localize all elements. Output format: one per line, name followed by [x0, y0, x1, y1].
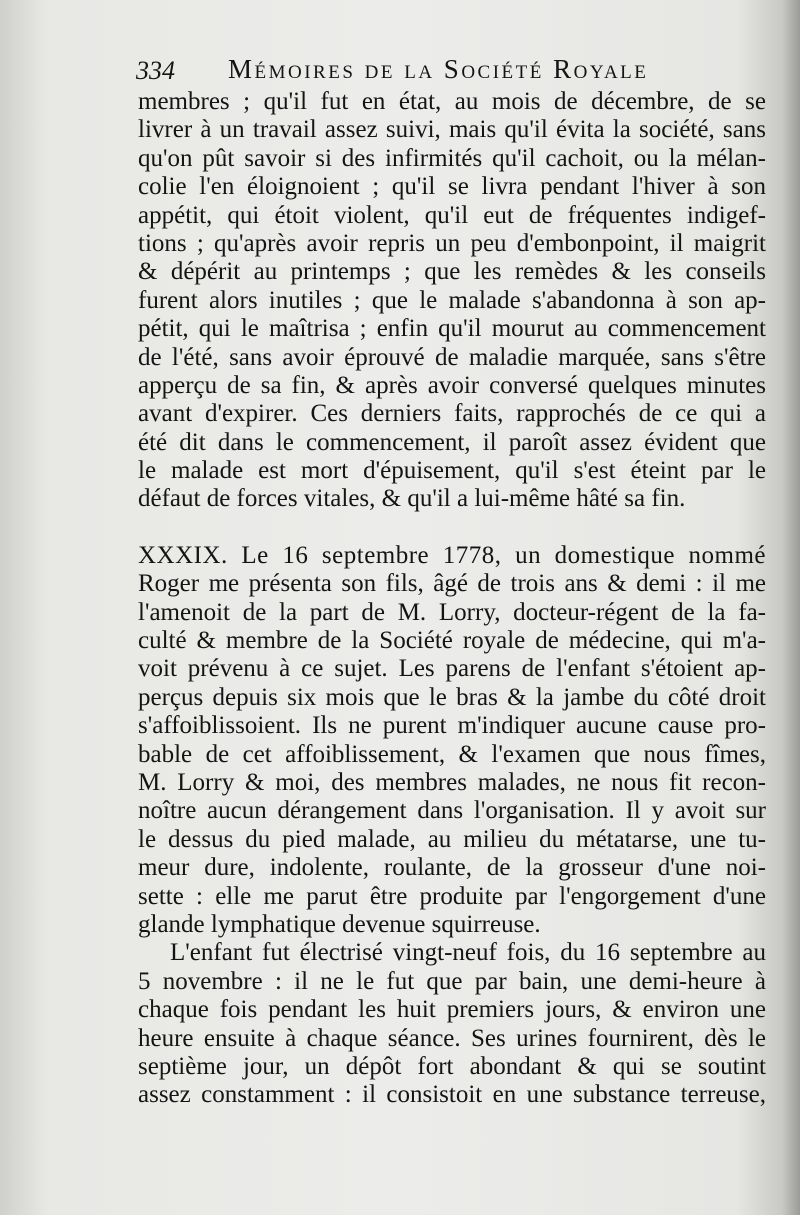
text-line: furent alors inutiles ; que le malade s'abandonna à son ap-	[138, 286, 766, 314]
text-line: l'amenoit de la part de M. Lorry, docteur-régent de la fa-	[138, 598, 766, 626]
section-heading-line: XXXIX. Le 16 septembre 1778, un domestique nommé	[138, 541, 766, 569]
text-line: le dessus du pied malade, au milieu du métatarse, une tu-	[138, 825, 766, 853]
text-line: chaque fois pendant les huit premiers jours, & environ une	[138, 996, 766, 1024]
text-line: L'enfant fut électrisé vingt-neuf fois, du 16 septembre au	[170, 939, 766, 967]
text-line: appétit, qui étoit violent, qu'il eut de fréquentes indigef-	[138, 201, 766, 229]
paragraph-continuation	[138, 88, 766, 514]
text-line: qu'on pût savoir si des infirmités qu'il cachoit, ou la mélan-	[138, 144, 766, 172]
text-line: bable de cet affoiblissement, & l'examen que nous fîmes,	[138, 740, 766, 768]
running-title: Mémoires de la Société Royale	[228, 54, 649, 84]
text-line: M. Lorry & moi, des membres malades, ne nous fit recon-	[138, 768, 766, 796]
paragraph-electrification	[138, 939, 766, 1109]
text-line: Roger me présenta son fils, âgé de trois ans & demi : il me	[138, 570, 766, 598]
text-line: été dit dans le commencement, il paroît assez évident que	[138, 428, 766, 456]
text-line: colie l'en éloignoient ; qu'il se livra pendant l'hiver à son	[138, 173, 766, 201]
text-line: tions ; qu'après avoir repris un peu d'embonpoint, il maigrit	[138, 229, 766, 257]
text-line: avant d'expirer. Ces derniers faits, rapprochés de ce qui a	[138, 400, 766, 428]
text-line: noître aucun dérangement dans l'organisation. Il y avoit sur	[138, 797, 766, 825]
text-line: s'affoiblissoient. Ils ne purent m'indiquer aucune cause pro-	[138, 712, 766, 740]
text-line: perçus depuis six mois que le bras & la jambe du côté droit	[138, 683, 766, 711]
text-line: septième jour, un dépôt fort abondant & qui se soutint	[138, 1052, 766, 1080]
text-line: de l'été, sans avoir éprouvé de maladie marquée, sans s'être	[138, 343, 766, 371]
text-line: assez constamment : il consistoit en une substance terreuse,	[138, 1081, 766, 1109]
body-text	[138, 88, 766, 1110]
text-line: membres ; qu'il fut en état, au mois de décembre, de se	[138, 88, 766, 115]
text-line: 5 novembre : il ne le fut que par bain, une demi-heure à	[138, 967, 766, 995]
page-header	[136, 50, 736, 90]
text-line: culté & membre de la Société royale de médecine, qui m'a-	[138, 627, 766, 655]
text-line: sette : elle me parut être produite par l'engorgement d'une	[138, 882, 766, 910]
text-line: & dépérit au printemps ; que les remèdes & les conseils	[138, 258, 766, 286]
page-number: 334	[136, 56, 175, 85]
page-edge-shadow	[782, 0, 800, 1215]
text-line: voit prévenu à ce sujet. Les parens de l'enfant s'étoient ap-	[138, 655, 766, 683]
text-line: livrer à un travail assez suivi, mais qu'il évita la société, sans	[138, 116, 766, 144]
text-line: meur dure, indolente, roulante, de la grosseur d'une noi-	[138, 854, 766, 882]
text-line: apperçu de sa fin, & après avoir conversé quelques minutes	[138, 371, 766, 399]
paragraph-spacer	[138, 514, 766, 542]
text-line: pétit, qui le maîtrisa ; enfin qu'il mourut au commencement	[138, 315, 766, 343]
text-line: glande lymphatique devenue squirreuse.	[138, 910, 541, 938]
text-line: heure ensuite à chaque séance. Ses urines fournirent, dès le	[138, 1024, 766, 1052]
text-line: le malade est mort d'épuisement, qu'il s'est éteint par le	[138, 457, 766, 485]
paragraph-section-xxxix	[138, 542, 766, 939]
text-line: défaut de forces vitales, & qu'il a lui-même hâté sa fin.	[138, 485, 686, 513]
